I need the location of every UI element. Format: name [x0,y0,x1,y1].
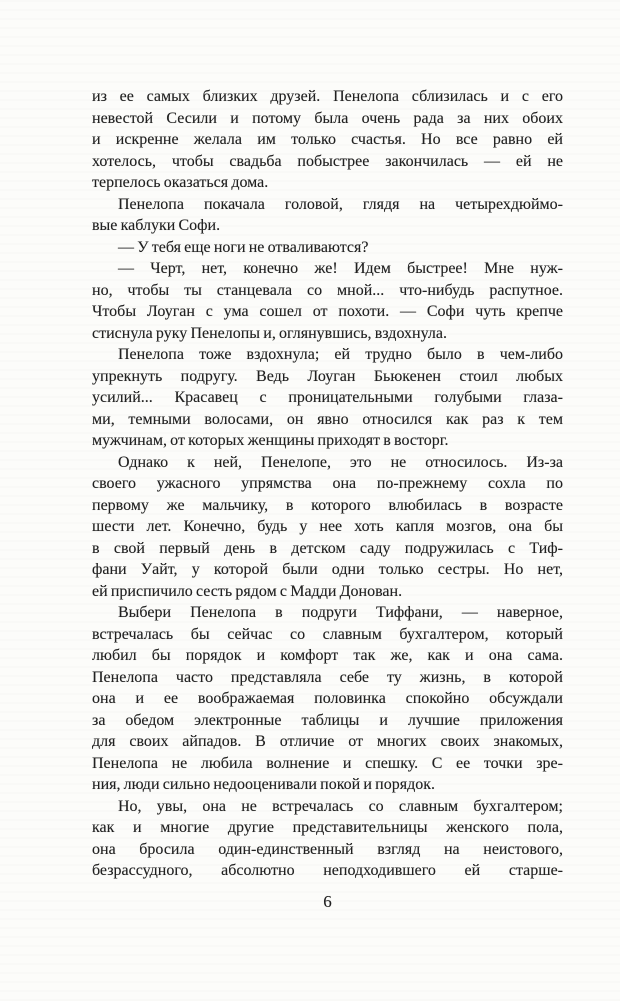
text-line: любил бы порядок и комфорт так же, как и она сама. [92,647,563,664]
text-line: для своих айпадов. В отличие от многих своих знакомых, [92,733,563,750]
text-line: хотелось, чтобы свадьба побыстрее закончилась — ей не [92,152,563,170]
text-line: шести лет. Конечно, будь у нее хоть капля мозгов, она бы [92,518,563,535]
text-line: как и многие другие представительницы женского пола, [92,819,563,836]
text-line: своего ужасного упрямства она по-прежнему сохла по [92,475,563,492]
text-line: она бросила один-единственный взгляд на неистового, [92,840,563,858]
text-line: Пенелопа покачала головой, глядя на четырехдюймо- [118,195,563,213]
text-line: стиснула руку Пенелопы и, оглянувшись, вздохнула. [92,324,447,342]
text-line: в свой первый день в детском саду подружилась с Тиф- [92,539,563,557]
text-line: — Черт, нет, конечно же! Идем быстрее! Мне нуж- [118,260,563,277]
page-number: 6 [323,891,332,911]
text-line: — У тебя еще ноги не отваливаются? [118,238,369,256]
text-line: ей приспичило сесть рядом с Мадди Донован. [92,582,403,600]
text-line: встречалась бы сейчас со славным бухгалтером, который [92,625,563,643]
text-line: но, чтобы ты станцевала со мной... что-нибудь распутное. [92,281,563,299]
text-line: первому же мальчику, в которого влюбилась в возрасте [92,496,563,514]
text-line: безрассудного, абсолютно неподходившего ей старше- [92,862,563,879]
text-line: Пенелопа не любила волнение и спешку. С ее точки зре- [92,754,563,772]
text-line: Но, увы, она не встречалась со славным бухгалтером; [118,797,563,815]
text-line: упрекнуть подругу. Ведь Лоуган Бьюкенен стоил любых [92,367,563,385]
text-line: и искренне желала им только счастья. Но все равно ей [92,131,563,148]
text-line: ния, люди сильно недооценивали покой и порядок. [92,776,436,793]
text-line: Чтобы Лоуган с ума сошел от похоти. — Софи чуть крепче [92,303,563,320]
text-column [92,86,563,912]
text-line: вые каблуки Софи. [92,217,221,234]
text-line: мужчинам, от которых женщины приходят в восторг. [92,432,449,449]
text-line: Однако к ней, Пенелопе, это не относилось. Из-за [118,453,563,471]
text-line: она и ее воображаемая половинка спокойно обсуждали [92,690,563,707]
text-line: за обедом электронные таблицы и лучшие приложения [92,711,563,729]
text-line: ми, темными волосами, он явно относился как раз к тем [92,410,563,428]
text-line: из ее самых близких друзей. Пенелопа сблизилась и с его [92,88,563,105]
text-line: невестой Сесили и потому была очень рада за них обоих [92,109,563,127]
text-line: фани Уайт, у которой были одни только сестры. Но нет, [92,561,563,578]
text-line: Пенелопа часто представляла себе ту жизнь, в которой [92,668,563,686]
text-line: Выбери Пенелопа в подруги Тиффани, — наверное, [118,604,563,621]
text-line: усилий... Красавец с проницательными голубыми глаза- [92,389,563,406]
text-line: Пенелопа тоже вздохнула; ей трудно было в чем-либо [118,346,563,363]
text-line: терпелось оказаться дома. [92,174,269,191]
